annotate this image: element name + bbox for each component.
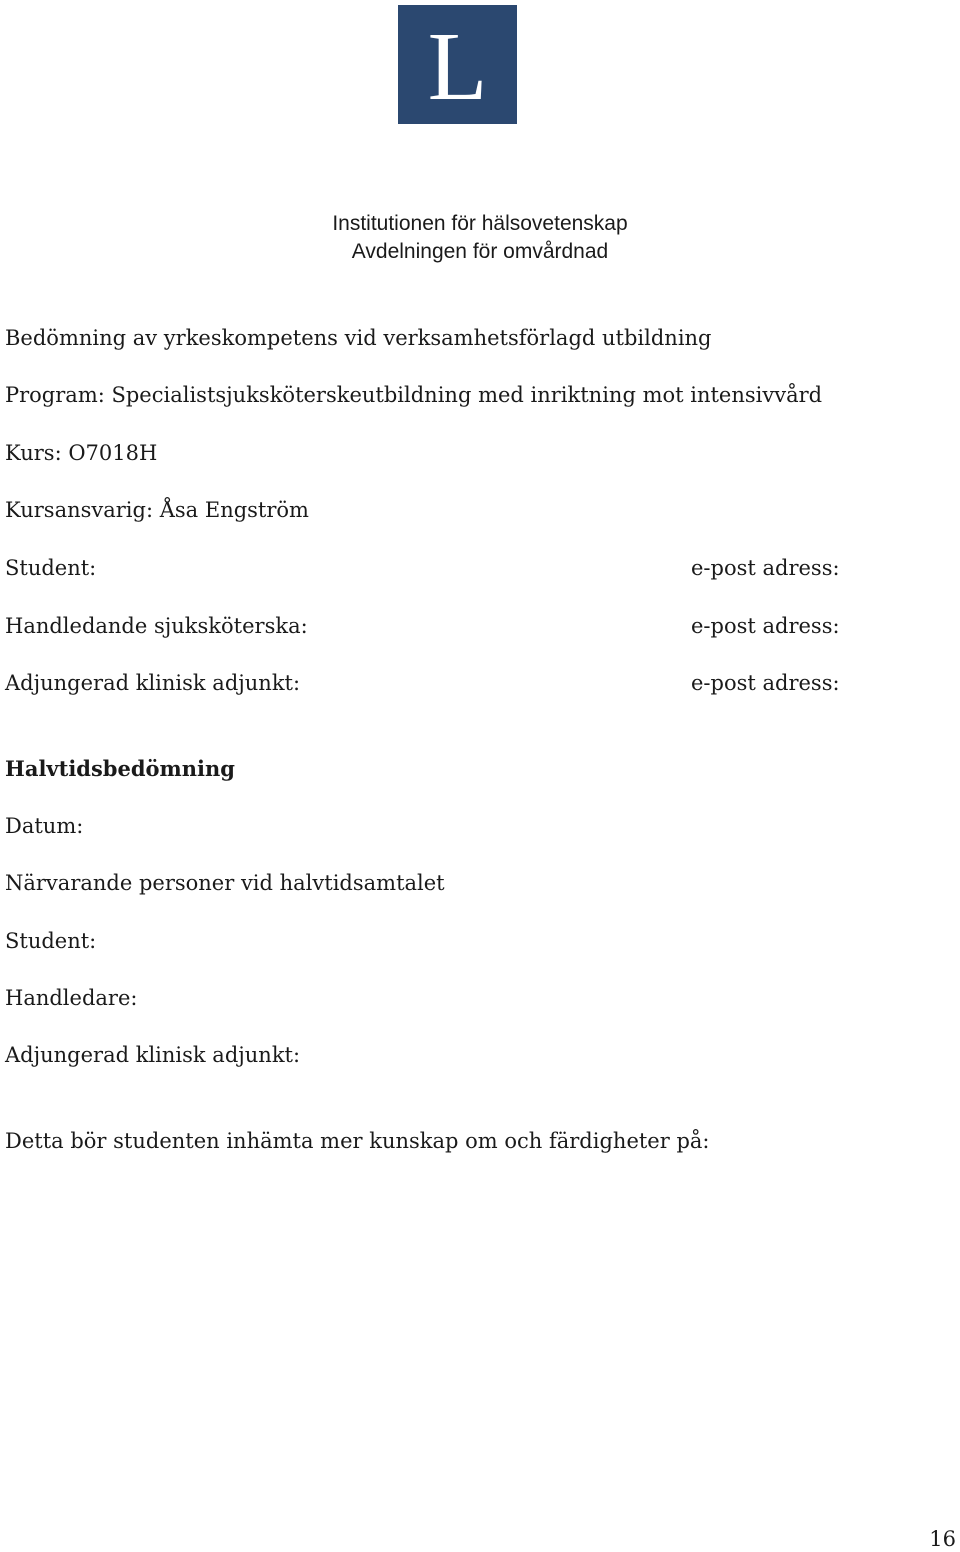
midterm-adjunct-label: Adjungerad klinisk adjunkt: <box>5 1043 301 1067</box>
supervising-nurse-label: Handledande sjuksköterska: <box>5 614 308 638</box>
course-responsible-line: Kursansvarig: Åsa Engström <box>5 498 309 522</box>
course-line: Kurs: O7018H <box>5 441 158 465</box>
logo-letter: L <box>427 12 488 121</box>
program-line: Program: Specialistsjuksköterskeutbildning med inriktning mot intensivvård <box>5 383 823 407</box>
student-email-label: e-post adress: <box>691 556 840 580</box>
midterm-present-label: Närvarande personer vid halvtidsamtalet <box>5 871 445 895</box>
document-title: Bedömning av yrkeskompetens vid verksamhetsförlagd utbildning <box>5 326 712 350</box>
university-logo <box>398 5 517 124</box>
midterm-heading: Halvtidsbedömning <box>5 756 235 781</box>
clinical-adjunct-email-label: e-post adress: <box>691 671 840 695</box>
midterm-student-label: Student: <box>5 929 97 953</box>
department-name: Avdelningen för omvårdnad <box>351 240 609 263</box>
student-label: Student: <box>5 556 97 580</box>
supervising-nurse-email-label: e-post adress: <box>691 614 840 638</box>
improvement-prompt: Detta bör studenten inhämta mer kunskap om och färdigheter på: <box>5 1129 710 1153</box>
page-number: 16 <box>929 1527 956 1551</box>
clinical-adjunct-label: Adjungerad klinisk adjunkt: <box>5 671 301 695</box>
institution-name: Institutionen för hälsovetenskap <box>332 212 628 235</box>
midterm-date-label: Datum: <box>5 814 84 838</box>
midterm-supervisor-label: Handledare: <box>5 986 138 1010</box>
